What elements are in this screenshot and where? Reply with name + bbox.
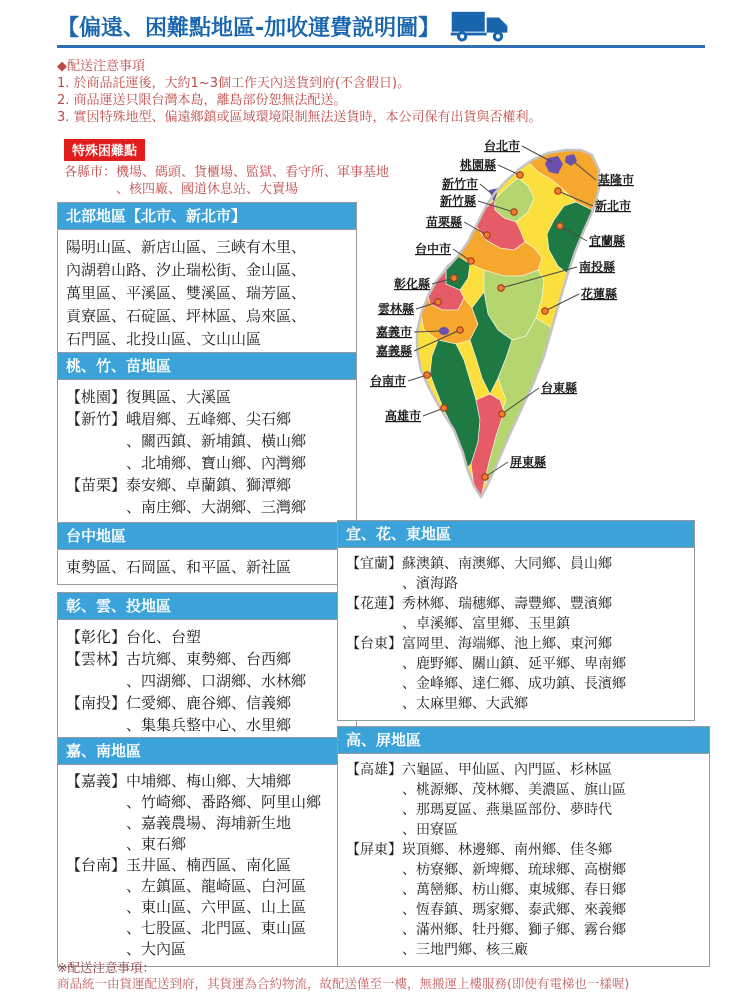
region-line: 、金峰鄉、達仁鄉、成功鎮、長濱鄉 — [346, 676, 626, 692]
delivery-notes-heading: ◆配送注意事項 — [57, 59, 145, 74]
region-line: 、卓溪鄉、富里鄉、玉里鎮 — [346, 616, 570, 632]
region-line: 【屏東】崁頂鄉、林邊鄉、南州鄉、佳冬鄉 — [346, 842, 612, 858]
dot-miaoli — [484, 232, 490, 238]
map-label-nantou: 南投縣 — [579, 260, 616, 274]
map-label-hualien: 花蓮縣 — [581, 287, 618, 301]
delivery-note-2: 2. 商品運送只限台灣本島，離島部份恕無法配送。 — [57, 93, 347, 108]
region-line: 、三地門鄉、核三廠 — [346, 942, 528, 958]
map-label-yilan: 宜蘭縣 — [589, 234, 626, 248]
map-label-chiayi-city: 嘉義市 — [375, 325, 412, 339]
region-line: 、左鎮區、龍崎區、白河區 — [66, 877, 307, 895]
region-line: 【苗栗】泰安鄉、卓蘭鎮、獅潭鄉 — [66, 476, 292, 494]
region-line: 、東山區、六甲區、山上區 — [66, 898, 307, 916]
delivery-note-1: 1. 於商品託運後，大約1~3個工作天內送貨到府(不含假日)。 — [57, 76, 411, 91]
region-box-yi-hua-dong — [337, 520, 695, 721]
region-line: 【台東】富岡里、海端鄉、池上鄉、東河鄉 — [346, 636, 612, 652]
region-line: 、關西鎮、新埔鎮、橫山鄉 — [66, 432, 307, 450]
dot-hsinchu-county — [511, 209, 517, 215]
region-line: 、南庄鄉、大湖鄉、三灣鄉 — [66, 498, 307, 516]
dot-nantou — [498, 285, 504, 291]
region-box-title: 台中地區 — [58, 523, 356, 550]
region-line: 、濱海路 — [346, 576, 458, 592]
dot-taitung — [499, 411, 505, 417]
region-line: 【南投】仁愛鄉、鹿谷鄉、信義鄉 — [66, 694, 292, 712]
region-chiayi-city — [439, 327, 449, 335]
region-line: 石門區、北投山區、文山山區 — [66, 330, 262, 348]
footer-heading: ※配送注意事項： — [57, 960, 155, 975]
region-line: 【桃園】復興區、大溪區 — [66, 388, 232, 406]
region-line: 、四湖鄉、口湖鄉、水林鄉 — [66, 672, 307, 690]
leader-hsinchu-city — [480, 184, 492, 194]
map-label-taipei: 台北市 — [483, 139, 520, 153]
region-line: 、滿州鄉、牡丹鄉、獅子鄉、霧台鄉 — [346, 922, 626, 938]
region-line: 【雲林】古坑鄉、東勢鄉、台西鄉 — [66, 650, 292, 668]
map-label-chiayi-county: 嘉義縣 — [375, 344, 412, 358]
map-label-pingtung: 屏東縣 — [510, 455, 547, 469]
special-points-line: 、核四廠、國道休息站、大賣場 — [64, 182, 299, 197]
dot-taichung — [468, 258, 474, 264]
dot-yilan — [557, 223, 563, 229]
truck-icon — [450, 9, 512, 43]
title-underline — [57, 45, 705, 48]
region-line: 【嘉義】中埔鄉、梅山鄉、大埔鄉 — [66, 772, 292, 790]
dot-pingtung — [482, 474, 488, 480]
map-label-hsinchu-county: 新竹縣 — [439, 194, 476, 208]
region-box-taichung — [57, 522, 357, 585]
region-line: 、桃源鄉、茂林鄉、美濃區、旗山區 — [346, 782, 626, 798]
region-line: 、大內區 — [66, 940, 187, 958]
map-label-miaoli: 苗栗縣 — [425, 215, 462, 229]
region-line: 、太麻里鄉、大武鄉 — [346, 696, 528, 712]
region-line: 、北埔鄉、寶山鄉、內灣鄉 — [66, 454, 307, 472]
map-label-changhua: 彰化縣 — [393, 277, 430, 291]
map-label-new-taipei: 新北市 — [595, 199, 632, 213]
region-line: 、東石鄉 — [66, 835, 187, 853]
delivery-notes — [57, 58, 542, 126]
region-line: 陽明山區、新店山區、三峽有木里、 — [66, 238, 307, 256]
region-line: 、鹿野鄉、關山鎮、延平鄉、卑南鄉 — [346, 656, 626, 672]
dot-hualien — [542, 308, 548, 314]
region-box-title: 宜、花、東地區 — [338, 521, 694, 548]
map-label-taoyuan: 桃園縣 — [459, 158, 496, 172]
footer-text: 商品統一由貨運配送到府，其貨運為合約物流，故配送僅至一樓，無搬運上樓服務(即使有電梯也一樣喔) — [57, 976, 630, 991]
map-label-keelung: 基隆市 — [598, 173, 635, 187]
map-label-hsinchu-city: 新竹市 — [441, 177, 478, 191]
region-line: 、恆春鎮、瑪家鄉、泰武鄉、來義鄉 — [346, 902, 626, 918]
region-box-gao-ping — [337, 726, 710, 967]
taiwan-map — [368, 128, 708, 518]
region-line: 東勢區、石岡區、和平區、新社區 — [66, 558, 292, 576]
region-line: 萬里區、平溪區、雙溪區、瑞芳區、 — [66, 284, 307, 302]
dot-taoyuan — [517, 172, 523, 178]
footer-note — [57, 960, 629, 992]
region-box-north — [57, 202, 357, 358]
region-box-title: 高、屏地區 — [338, 727, 709, 754]
region-box-title: 嘉、南地區 — [58, 738, 356, 765]
region-box-chang-yun-tou — [57, 592, 357, 743]
map-label-kaohsiung: 高雄市 — [384, 409, 421, 423]
region-line: 【台南】玉井區、楠西區、南化區 — [66, 856, 292, 874]
region-line: 、田寮區 — [346, 822, 458, 838]
special-points-line: 各縣市：機場、碼頭、貨櫃場、監獄、看守所、軍事基地 — [64, 165, 390, 180]
region-line: 【新竹】峨眉鄉、五峰鄉、尖石鄉 — [66, 410, 292, 428]
map-label-taitung: 台東縣 — [541, 381, 578, 395]
region-box-title: 彰、雲、投地區 — [58, 593, 356, 620]
region-line: 貢寮區、石碇區、坪林區、烏來區、 — [66, 307, 307, 325]
map-label-yunlin: 雲林縣 — [377, 302, 414, 316]
special-points-badge: 特殊困難點 — [64, 139, 145, 161]
special-difficult-points — [64, 139, 389, 198]
dot-yunlin — [435, 299, 441, 305]
region-line: 、嘉義農場、海埔新生地 — [66, 814, 292, 832]
region-line: 、七股區、北門區、東山區 — [66, 919, 307, 937]
region-line: 、竹崎鄉、番路鄉、阿里山鄉 — [66, 793, 322, 811]
region-line: 、集集兵整中心、水里鄉 — [66, 716, 292, 734]
title-row — [57, 9, 512, 43]
region-box-chia-nan — [57, 737, 357, 967]
region-line: 內湖碧山路、汐止瑞松街、金山區、 — [66, 261, 307, 279]
region-line: 【宜蘭】蘇澳鎮、南澳鄉、大同鄉、員山鄉 — [346, 556, 612, 572]
map-label-tainan: 台南市 — [369, 374, 406, 388]
region-line: 、枋寮鄉、新埤鄉、琉球鄉、高樹鄉 — [346, 862, 626, 878]
region-line: 、萬巒鄉、枋山鄉、東城鄉、春日鄉 — [346, 882, 626, 898]
dot-kaohsiung — [441, 405, 447, 411]
delivery-note-3: 3. 實因特殊地型、偏遠鄉鎮或區域環境限制無法送貨時，本公司保有出貨與否權利。 — [57, 110, 542, 125]
region-box-title: 北部地區【北市、新北市】 — [58, 203, 356, 230]
dot-chiayi-county — [457, 327, 463, 333]
dot-tainan — [424, 372, 430, 378]
region-box-taoyuan-hsinchu-miaoli — [57, 352, 357, 525]
page-title: 【偏遠、困難點地區-加收運費説明圖】 — [57, 15, 441, 41]
region-box-title: 桃、竹、苗地區 — [58, 353, 356, 380]
dot-new-taipei — [555, 188, 561, 194]
region-line: 【彰化】台化、台塑 — [66, 628, 202, 646]
region-line: 【花蓮】秀林鄉、瑞穗鄉、壽豐鄉、豐濱鄉 — [346, 596, 612, 612]
region-line: 、那瑪夏區、燕巢區部份、夢時代 — [346, 802, 612, 818]
region-line: 【高雄】六龜區、甲仙區、內門區、杉林區 — [346, 762, 612, 778]
dot-changhua — [451, 275, 457, 281]
map-label-taichung: 台中市 — [414, 242, 451, 256]
